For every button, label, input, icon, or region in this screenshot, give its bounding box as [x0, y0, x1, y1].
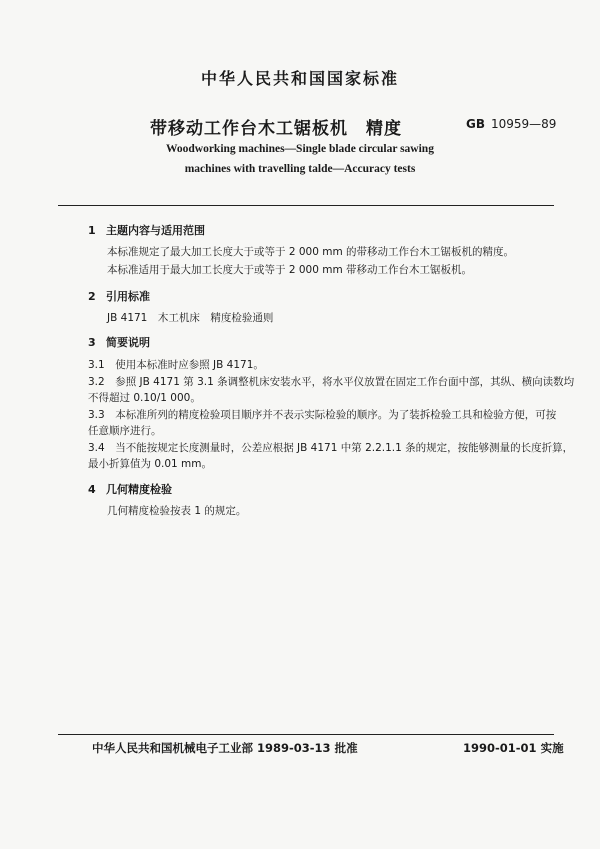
- standard-code-prefix: GB: [466, 117, 485, 131]
- clause-3-4-line-2: 最小折算值为 0.01 mm。: [88, 458, 213, 470]
- national-standard-label: 中华人民共和国国家标准: [200, 69, 399, 88]
- english-title-line-2: machines with travelling talde—Accuracy tests: [184, 163, 416, 175]
- section-2-reference: JB 4171 木工机床 精度检验通则: [107, 312, 274, 324]
- section-4-paragraph: 几何精度检验按表 1 的规定。: [107, 505, 247, 517]
- standard-code: [466, 117, 556, 131]
- section-1-paragraph-2: 本标准适用于最大加工长度大于或等于 2 000 mm 带移动工作台木工锯板机。: [107, 264, 473, 276]
- clause-3-3-line-1: 3.3 本标准所列的精度检验项目顺序并不表示实际检验的顺序。为了装拆检验工具和检验方便，可按: [88, 409, 557, 421]
- clause-3-4-line-1: 3.4 当不能按规定长度测量时，公差应根据 JB 4171 中第 2.2.1.1 条的规定，按能够测量的长度折算，: [88, 442, 574, 454]
- clause-3-2-line-2: 不得超过 0.10/1 000。: [88, 392, 201, 404]
- implementation-date: 1990-01-01 实施: [463, 741, 564, 755]
- header-divider: [58, 205, 554, 206]
- document-title: 带移动工作台木工锯板机 精度: [150, 119, 402, 139]
- footer-divider: [58, 734, 554, 735]
- section-3-heading: 3 简要说明: [88, 336, 150, 349]
- clause-3-2-line-1: 3.2 参照 JB 4171 第 3.1 条调整机床安装水平，将水平仪放置在固定工作台面中部，其纵、横向读数均: [88, 376, 575, 388]
- approval-line: 中华人民共和国机械电子工业部 1989-03-13 批准: [92, 741, 358, 755]
- standard-code-number: 10959—89: [491, 117, 557, 131]
- section-4-heading: 4 几何精度检验: [88, 483, 172, 496]
- clause-3-1: 3.1 使用本标准时应参照 JB 4171。: [88, 359, 264, 371]
- english-title-line-1: Woodworking machines—Single blade circular sawing: [166, 143, 434, 155]
- clause-3-3-line-2: 任意顺序进行。: [88, 425, 162, 437]
- section-1-heading: 1 主题内容与适用范围: [88, 224, 205, 237]
- section-2-heading: 2 引用标准: [88, 290, 150, 303]
- section-1-paragraph-1: 本标准规定了最大加工长度大于或等于 2 000 mm 的带移动工作台木工锯板机的精度。: [107, 246, 515, 258]
